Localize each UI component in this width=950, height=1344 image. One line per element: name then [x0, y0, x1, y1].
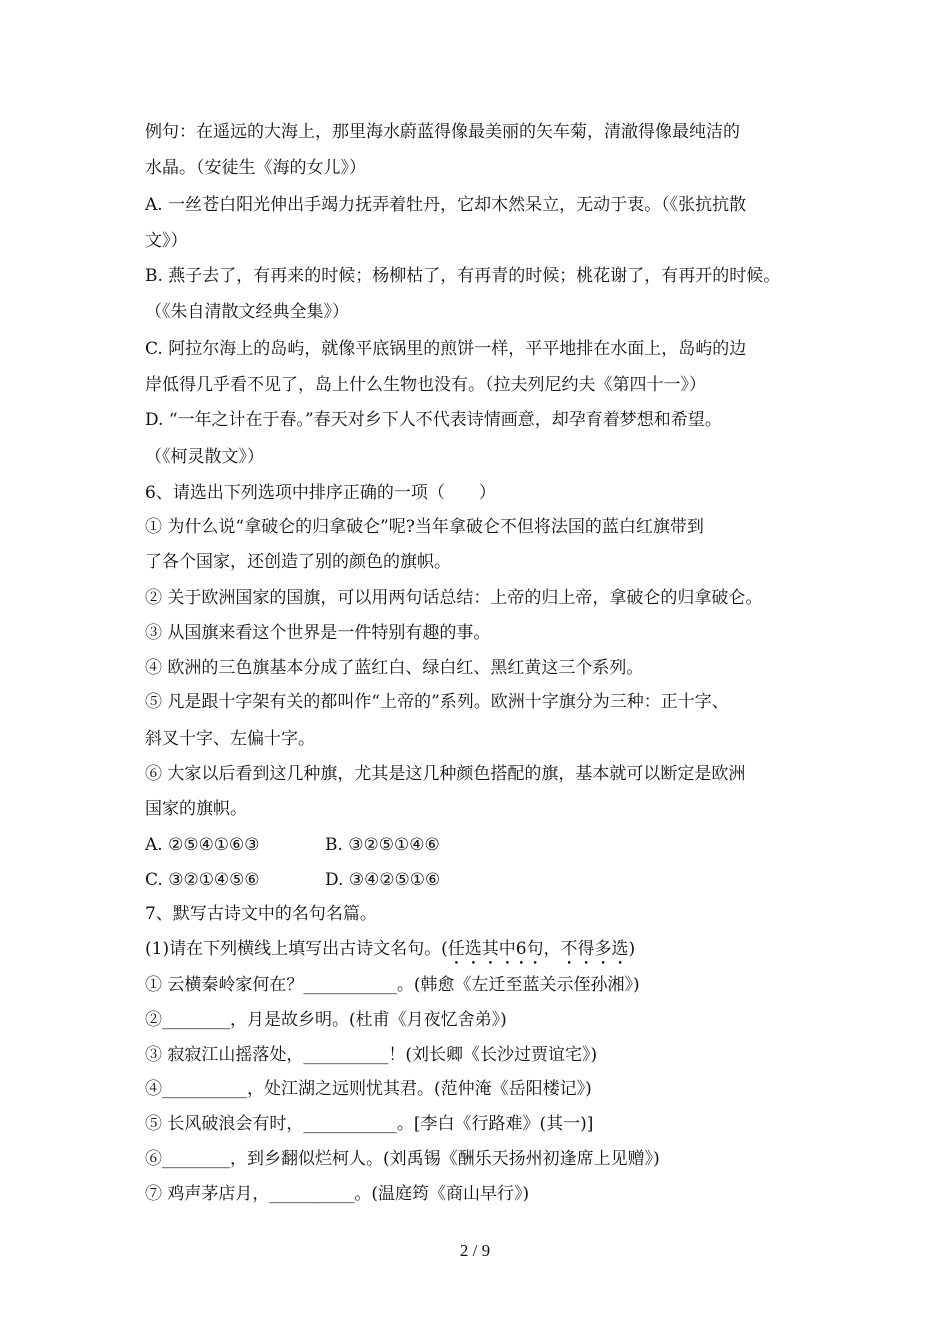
- option-d-line: D. “一年之计在于春。”春天对乡下人不代表诗情画意，却孕育着梦想和希望。: [145, 410, 722, 430]
- poem-item-7: ⑦ 鸡声茅店月，__________。(温庭筠《商山早行》): [145, 1184, 530, 1204]
- text-line: 文》）: [145, 231, 188, 251]
- question-7-instruction: [145, 937, 635, 969]
- poem-item-5: ⑤ 长风破浪会有时，___________。[李白《行路难》(其一)]: [145, 1114, 594, 1134]
- sentence-4: ④ 欧洲的三色旗基本分成了蓝红白、绿白红、黑红黄这三个系列。: [145, 658, 644, 678]
- question-7-title: 7、默写古诗文中的名句名篇。: [145, 904, 377, 924]
- q6-option-d: D. ③④②⑤①⑥: [325, 870, 441, 890]
- poem-item-6: ⑥________，到乡翻似烂柯人。(刘禹锡《酬乐天扬州初逢席上见赠》): [145, 1149, 660, 1169]
- question-6-title: 6、请选出下列选项中排序正确的一项（ ）: [145, 483, 496, 503]
- poem-item-4: ④__________，处江湖之远则忧其君。(范仲淹《岳阳楼记》): [145, 1079, 592, 1099]
- q6-option-c: C. ③②①④⑤⑥: [145, 870, 260, 890]
- option-c-line: C. 阿拉尔海上的岛屿，就像平底锅里的煎饼一样，平平地排在水面上，岛屿的边: [145, 339, 747, 359]
- option-b-line: B. 燕子去了，有再来的时候；杨柳枯了，有再青的时候；桃花谢了，有再开的时候。: [145, 266, 781, 286]
- text-line: （《朱自清散文经典全集》）: [145, 302, 349, 322]
- poem-item-3: ③ 寂寂江山摇落处，__________！(刘长卿《长沙过贾谊宅》): [145, 1045, 598, 1065]
- page-number: 2 / 9: [459, 1241, 491, 1260]
- instruction-suffix: ): [628, 939, 636, 959]
- text-line: 水晶。（安徒生《海的女儿》）: [145, 158, 366, 178]
- q6-options-row-1: [145, 833, 440, 857]
- poem-item-1: ① 云横秦岭家何在？___________。(韩愈《左迁至蓝关示侄孙湘》): [145, 975, 640, 995]
- q6-options-row-2: [145, 868, 440, 892]
- instruction-emphasis: 任选其中6句，不得多选: [447, 939, 629, 959]
- sentence-1-cont: 了各个国家，还创造了别的颜色的旗帜。: [145, 552, 451, 572]
- text-line: （《柯灵散文》）: [145, 447, 264, 467]
- sentence-5: ⑤ 凡是跟十字架有关的都叫作“上帝的”系列。欧洲十字旗分为三种：正十字、: [145, 692, 729, 712]
- sentence-6-cont: 国家的旗帜。: [145, 799, 247, 819]
- sentence-3: ③ 从国旗来看这个世界是一件特别有趣的事。: [145, 623, 491, 643]
- text-line: 例句：在遥远的大海上，那里海水蔚蓝得像最美丽的矢车菊，清澈得像最纯洁的: [145, 122, 740, 142]
- poem-item-2: ②________，月是故乡明。(杜甫《月夜忆舍弟》): [145, 1010, 507, 1030]
- option-a-line: A. 一丝苍白阳光伸出手竭力抚弄着牡丹，它却木然呆立，无动于衷。（《张抗抗散: [145, 195, 747, 215]
- instruction-prefix: (1)请在下列横线上填写出古诗文名句。(: [145, 939, 448, 959]
- text-line: 岸低得几乎看不见了，岛上什么生物也没有。（拉夫列尼约夫《第四十一》）: [145, 375, 706, 395]
- sentence-5-cont: 斜叉十字、左偏十字。: [145, 729, 315, 749]
- q6-option-a: A. ②⑤④①⑥③: [145, 835, 260, 855]
- sentence-6: ⑥ 大家以后看到这几种旗，尤其是这几种颜色搭配的旗，基本就可以断定是欧洲: [145, 764, 746, 784]
- sentence-1: ① 为什么说“拿破仑的归拿破仑”呢?当年拿破仑不但将法国的蓝白红旗带到: [145, 517, 704, 537]
- q6-option-b: B. ③②⑤①④⑥: [325, 835, 440, 855]
- sentence-2: ② 关于欧洲国家的国旗，可以用两句话总结：上帝的归上帝，拿破仑的归拿破仑。: [145, 588, 763, 608]
